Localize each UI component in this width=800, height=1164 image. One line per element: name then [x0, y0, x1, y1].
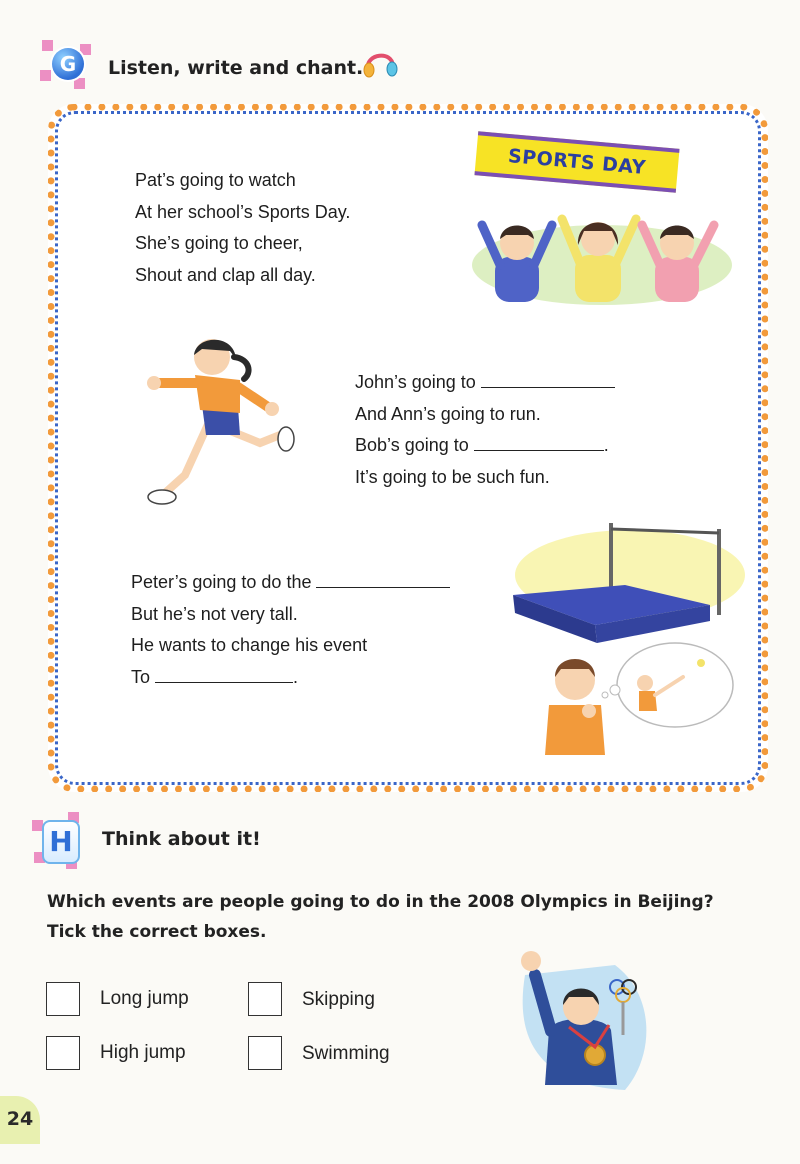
high-jump-illustration [505, 515, 745, 765]
question-line-1: Which events are people going to do in the 2008 Olympics in Beijing? [47, 892, 714, 912]
answer-blank-bob[interactable] [474, 432, 604, 451]
option-label-long-jump: Long jump [100, 988, 189, 1009]
option-label-swimming: Swimming [302, 1043, 390, 1064]
answer-blank-event[interactable] [155, 664, 293, 683]
section-h-badge [32, 812, 92, 872]
cheering-kids-illustration [470, 195, 735, 305]
page-number: 24 [0, 1096, 40, 1144]
verse-1-line: Shout and clap all day. [135, 264, 316, 285]
verse-2 [355, 367, 615, 493]
running-girl-illustration [140, 335, 310, 515]
section-g-badge [40, 40, 100, 100]
section-h-heading: Think about it! [102, 828, 261, 850]
verse-2-line-4: It’s going to be such fun. [355, 466, 550, 487]
verse-3-line-2: But he’s not very tall. [131, 603, 298, 624]
sports-day-banner: SPORTS DAY [474, 131, 679, 192]
checkbox-high-jump[interactable] [46, 1036, 80, 1070]
verse-2-line-3: Bob’s going to [355, 435, 469, 455]
section-g-heading: Listen, write and chant. [108, 57, 364, 79]
checkbox-skipping[interactable] [248, 982, 282, 1016]
verse-1-line: At her school’s Sports Day. [135, 201, 351, 222]
verse-2-line-1: John’s going to [355, 372, 476, 392]
answer-blank-peter[interactable] [316, 569, 450, 588]
verse-1-line: Pat’s going to watch [135, 170, 296, 190]
checkbox-long-jump[interactable] [46, 982, 80, 1016]
verse-1-line: She’s going to cheer, [135, 233, 303, 253]
checkbox-swimming[interactable] [248, 1036, 282, 1070]
verse-3-line-1: Peter’s going to do the [131, 572, 312, 592]
verse-3 [131, 567, 450, 693]
option-label-skipping: Skipping [302, 989, 375, 1010]
headphones-icon [360, 44, 400, 84]
verse-1 [135, 165, 350, 291]
section-g-letter: G [52, 48, 84, 80]
answer-blank-john[interactable] [481, 369, 615, 388]
question-line-2: Tick the correct boxes. [47, 922, 267, 942]
section-h-letter: H [42, 820, 80, 864]
verse-3-line-4-end: . [293, 666, 299, 687]
olympic-athlete-illustration [505, 935, 655, 1095]
verse-3-line-4: To [131, 666, 151, 687]
option-label-high-jump: High jump [100, 1042, 186, 1063]
verse-2-line-2: And Ann’s going to run. [355, 403, 541, 424]
verse-3-line-3: He wants to change his event [131, 635, 368, 655]
verse-2-line-3-end: . [603, 435, 609, 455]
